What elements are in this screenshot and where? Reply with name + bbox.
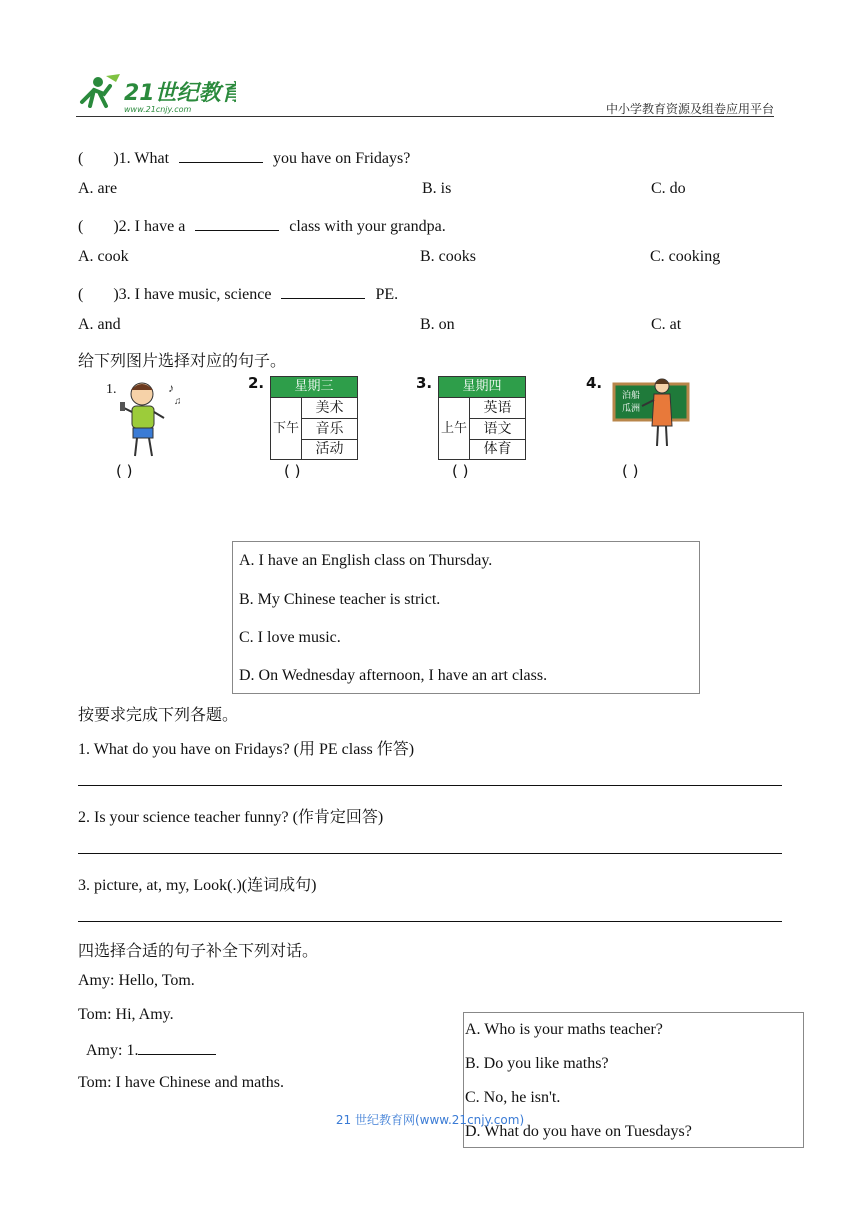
schedule-wednesday (270, 376, 358, 460)
section-title-pictures: 给下列图片选择对应的句子。 (78, 353, 287, 370)
task-2: 2. Is your science teacher funny? (作肯定回答) (78, 809, 384, 826)
dialog-option-b: B. Do you like maths? (465, 1055, 609, 1072)
picture-2-number: 2. (248, 374, 265, 392)
q2-option-a: A. cook (78, 248, 129, 265)
option-a: A. I have an English class on Thursday. (239, 552, 493, 569)
answer-blank[interactable] (195, 214, 279, 231)
boy-singing-icon (104, 378, 188, 464)
schedule-subject: 美术 (302, 398, 357, 419)
q2-option-c: C. cooking (650, 248, 721, 265)
schedule-day: 星期三 (271, 377, 357, 398)
board-text: 瓜洲 (622, 404, 641, 414)
picture-2-answer[interactable]: ( ) (284, 462, 301, 480)
picture-1-answer[interactable]: ( ) (116, 462, 133, 480)
dialog-option-c: C. No, he isn't. (465, 1089, 561, 1106)
schedule-subject: 活动 (315, 441, 344, 457)
teacher-at-board-icon (612, 376, 692, 460)
question-1: ( )1. What you have on Fridays? (78, 146, 410, 168)
schedule-period: 上午 (439, 398, 470, 459)
option-d: D. On Wednesday afternoon, I have an art class. (239, 667, 548, 684)
header-divider (76, 116, 774, 117)
q1-option-c: C. do (651, 180, 686, 197)
q1-option-a: A. are (78, 180, 118, 197)
picture-3-answer[interactable]: ( ) (452, 462, 469, 480)
footer-text: 21 世纪教育网(www.21cnjy.com) (335, 1113, 525, 1127)
schedule-subject: 音乐 (302, 419, 357, 440)
schedule-subject: 语文 (470, 419, 525, 440)
section-title-dialog: 四选择合适的句子补全下列对话。 (78, 943, 319, 960)
answer-blank[interactable] (179, 146, 263, 163)
picture-4-number: 4. (586, 374, 603, 392)
question-2: ( )2. I have a class with your grandpa. (78, 214, 446, 236)
schedule-period: 下午 (271, 398, 302, 459)
board-text: 泊船 (622, 391, 641, 401)
svg-text:♪: ♪ (168, 381, 174, 395)
task-1: 1. What do you have on Fridays? (用 PE class 作答) (78, 741, 415, 758)
teacher-picture (612, 376, 692, 460)
task-3: 3. picture, at, my, Look(.)(连词成句) (78, 877, 317, 894)
answer-line[interactable] (78, 853, 782, 854)
schedule-subject: 体育 (483, 441, 512, 457)
platform-title: 中小学教育资源及组卷应用平台 (605, 102, 774, 116)
option-c: C. I love music. (239, 629, 341, 646)
picture-options-box (232, 541, 700, 694)
dialog-option-a: A. Who is your maths teacher? (465, 1021, 663, 1038)
dialog-line: Amy: 1. (86, 1040, 216, 1060)
dialog-option-d: D. What do you have on Tuesdays? (465, 1123, 692, 1140)
section-title-tasks: 按要求完成下列各题。 (78, 707, 239, 724)
logo-url: www.21cnjy.com (124, 105, 192, 114)
q2-option-b: B. cooks (420, 248, 476, 265)
q3-option-c: C. at (651, 316, 682, 333)
q3-option-a: A. and (78, 316, 121, 333)
runner-logo-icon (76, 72, 236, 114)
site-logo (76, 72, 236, 114)
logo-text: 21世纪教育 (124, 81, 236, 106)
answer-blank[interactable] (281, 282, 365, 299)
q1-option-b: B. is (422, 180, 452, 197)
singing-boy-picture: 1. ♪ ♫ (104, 378, 188, 464)
option-b: B. My Chinese teacher is strict. (239, 591, 441, 608)
picture-4-answer[interactable]: ( ) (622, 462, 639, 480)
svg-text:♫: ♫ (174, 396, 182, 407)
answer-line[interactable] (78, 921, 782, 922)
dialog-line: Tom: Hi, Amy. (78, 1006, 174, 1023)
answer-line[interactable] (78, 785, 782, 786)
dialog-line: Amy: Hello, Tom. (78, 972, 195, 989)
question-3: ( )3. I have music, science PE. (78, 282, 398, 304)
schedule-subject: 英语 (470, 398, 525, 419)
picture-3-number: 3. (416, 374, 433, 392)
dialog-blank-1[interactable] (138, 1040, 216, 1055)
schedule-day: 星期四 (439, 377, 525, 398)
dialog-line: Tom: I have Chinese and maths. (78, 1074, 284, 1091)
schedule-thursday (438, 376, 526, 460)
q3-option-b: B. on (420, 316, 455, 333)
